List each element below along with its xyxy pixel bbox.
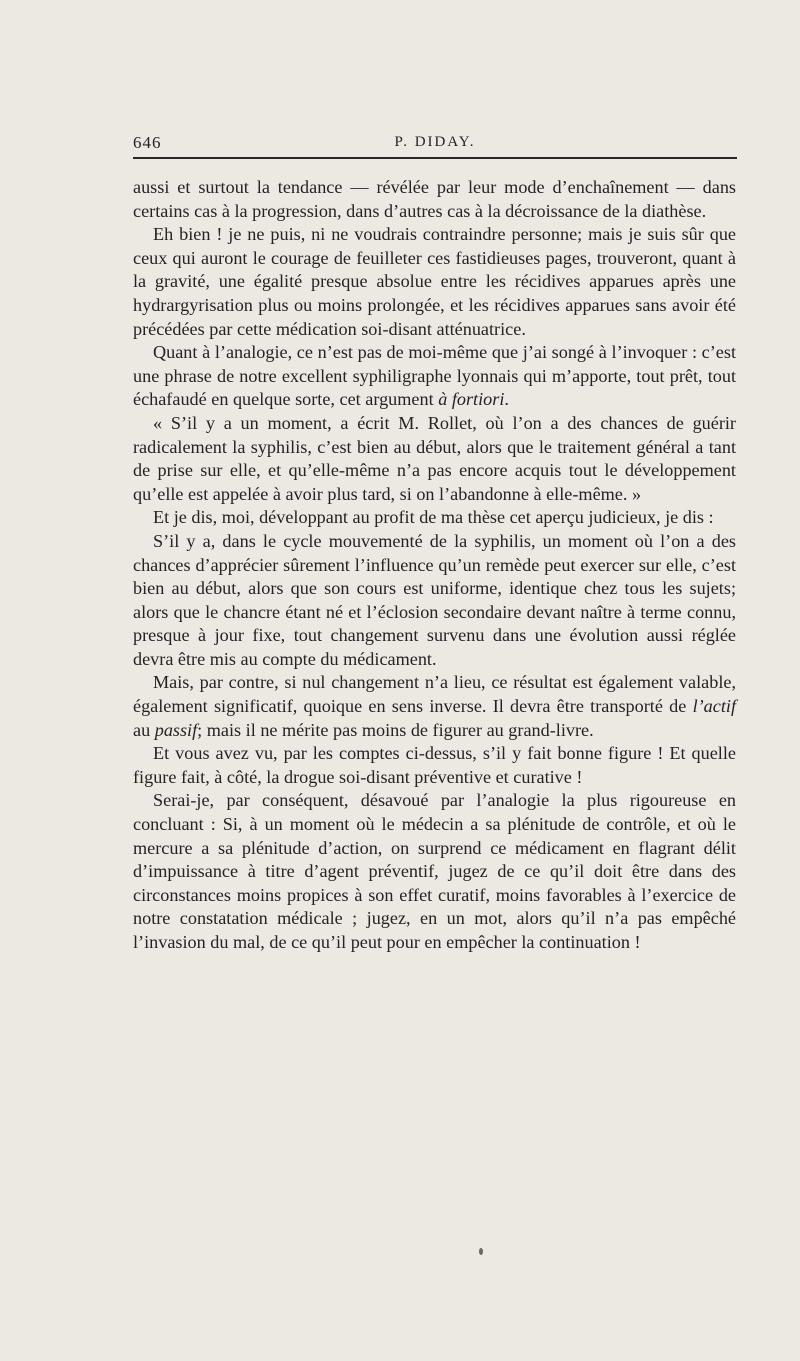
page-header <box>133 133 737 157</box>
text-run: ; mais il ne mérite pas moins de figurer au grand-livre. <box>197 719 594 740</box>
paragraph <box>133 742 736 789</box>
italic-text: à fortiori <box>438 389 505 410</box>
paragraph <box>133 223 736 341</box>
italic-text: l’actif <box>692 696 736 717</box>
paragraph <box>133 506 736 530</box>
paragraph <box>133 789 736 954</box>
italic-text: passif <box>154 719 198 740</box>
paragraph <box>133 412 736 506</box>
text-run: au <box>133 719 155 740</box>
text-run: Serai-je, par conséquent, désavoué par l’analogie la plus rigoureuse en concluant : Si, à un moment où le médecin a sa plénitude de contrôle, et où le mercure a sa plénitude d’action, on surprend ce médicament en flagrant délit d’impuissance à titre d’agent préventif, jugez de ce qu’il doit être dans des circonstances moins propices à son effet curatif, moins favorables à l’exercice de notre constatation médicale ; jugez, en un mot, alors qu’il n’a pas empêché l’invasion du mal, de ce qu’il peut pour en empêcher la continuation ! <box>133 790 736 952</box>
running-head: P. DIDAY. <box>394 134 476 150</box>
page-number: 646 <box>133 133 162 152</box>
header-rule <box>133 157 737 159</box>
paragraph <box>133 530 736 672</box>
text-run: Eh bien ! je ne puis, ni ne voudrais contraindre personne; mais je suis sûr que ceux qui auront le courage de feuilleter ces fastidieuses pages, trouveront, quant à la gravité, une égalité presque absolue entre les récidives apparues après une hydrargyrisation plus ou moins prolongée, et les récidives apparues sans avoir été précédées par cette médication soi-disant atténuatrice. <box>133 224 736 339</box>
paragraph <box>133 671 736 742</box>
text-run: aussi et surtout la tendance — révélée par leur mode d’enchaînement — dans certains cas à la progression, dans d’autres cas à la décroissance de la diathèse. <box>133 177 736 221</box>
text-run: « S’il y a un moment, a écrit M. Rollet, où l’on a des chances de guérir radicalement la syphilis, c’est bien au début, alors que le traitement général a tant de prise sur elle, et qu’elle-même n’a pas encore acquis tout le développement qu’elle est appelée à avoir plus tard, si on l’abandonne à elle-même. » <box>133 412 736 504</box>
text-run: Et je dis, moi, développant au profit de ma thèse cet aperçu judicieux, je dis : <box>153 507 714 528</box>
ink-speck <box>479 1248 483 1255</box>
text-run: S’il y a, dans le cycle mouvementé de la syphilis, un moment où l’on a des chances d’apprécier sûrement l’influence qu’un remède peut exercer sur elle, c’est bien au début, alors que son cours est uniforme, identique chez tous les sujets; alors que le chancre étant né et l’éclosion secondaire devant naître à terme connu, presque à jour fixe, tout changement survenu dans une évolution aussi réglée devra être mis au compte du médicament. <box>133 530 736 669</box>
text-run: Et vous avez vu, par les comptes ci-dessus, s’il y fait bonne figure ! Et quelle figure fait, à côté, la drogue soi-disant préventive et curative ! <box>133 743 736 787</box>
text-run: . <box>504 389 509 410</box>
paragraph <box>133 176 736 223</box>
text-run: Quant à l’analogie, ce n’est pas de moi-même que j’ai songé à l’invoquer : c’est une phrase de notre excellent syphiligraphe lyonnais qui m’apporte, tout prêt, tout échafaudé en quelque sorte, cet argument <box>133 342 736 410</box>
paragraph <box>133 341 736 412</box>
text-run: Mais, par contre, si nul changement n’a lieu, ce résultat est également valable, également significatif, quoique en sens inverse. Il devra être transporté de <box>133 672 736 717</box>
body-text <box>133 176 736 955</box>
